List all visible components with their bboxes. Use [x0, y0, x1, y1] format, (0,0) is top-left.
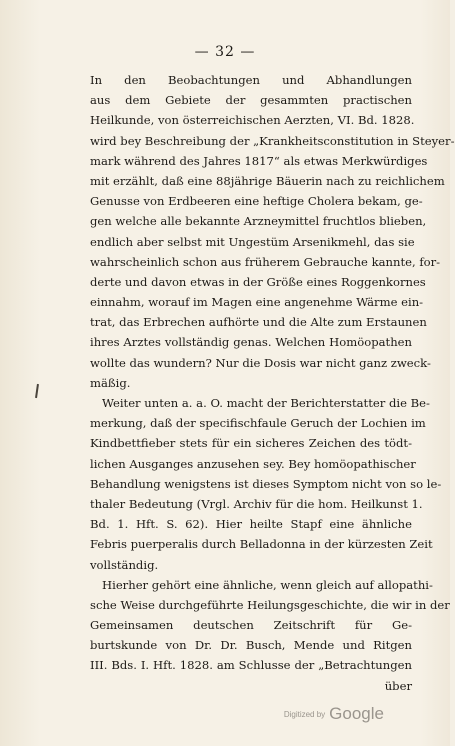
- text-line: III. Bds. I. Hft. 1828. am Schlusse der „Betrachtungen: [90, 658, 412, 673]
- text-line: thaler Bedeutung (Vrgl. Archiv für die hom. Heilkunst 1.: [90, 496, 423, 511]
- text-line: vollständig.: [90, 557, 159, 572]
- watermark-logo-text: Google: [329, 704, 384, 723]
- text-line: wahrscheinlich schon aus früherem Gebrauche kannte, for-: [90, 254, 441, 269]
- ink-mark: [35, 384, 39, 398]
- text-line: merkung, daß der specifischfaule Geruch der Lochien im: [90, 416, 426, 431]
- text-line: burtskunde von Dr. Dr. Busch, Mende und Ritgen: [90, 638, 412, 653]
- page-number: — 32 —: [194, 44, 256, 60]
- text-line: Gemeinsamen deutschen Zeitschrift für Ge-: [90, 618, 412, 633]
- text-line: Kindbettfieber stets für ein sicheres Zeichen des tödt-: [90, 436, 412, 451]
- catchword: über: [384, 678, 412, 693]
- text-line: Hierher gehört eine ähnliche, wenn gleich auf allopathi-: [102, 577, 433, 592]
- text-line: Bd. 1. Hft. S. 62). Hier heilte Stapf eine ähnliche: [90, 517, 412, 532]
- text-line: wollte das wundern? Nur die Dosis war nicht ganz zweck-: [90, 355, 431, 370]
- text-line: Febris puerperalis durch Belladonna in der kürzesten Zeit: [90, 537, 433, 552]
- text-line: mark während des Jahres 1817“ als etwas Merkwürdiges: [90, 153, 428, 168]
- text-line: wird bey Beschreibung der „Krankheitsconstitution in Steyer-: [90, 133, 455, 148]
- text-line: ihres Arztes vollständig genas. Welchen Homöopathen: [90, 335, 412, 350]
- text-line: In den Beobachtungen und Abhandlungen: [90, 73, 412, 87]
- text-line: lichen Ausganges anzusehen sey. Bey homöopathischer: [90, 456, 416, 471]
- text-line: derte und davon etwas in der Größe eines Roggenkornes: [90, 274, 426, 289]
- digitized-by-google-watermark: [284, 704, 384, 724]
- text-line: Genusse von Erdbeeren eine heftige Cholera bekam, ge-: [90, 194, 423, 209]
- text-line: aus dem Gebiete der gesammten practischen: [90, 93, 412, 108]
- text-line: endlich aber selbst mit Ungestüm Arsenikmehl, das sie: [90, 234, 415, 249]
- body-text: [90, 70, 455, 696]
- text-line: trat, das Erbrechen aufhörte und die Alte zum Erstaunen: [90, 315, 427, 330]
- text-line: mäßig.: [90, 375, 131, 390]
- watermark-small-text: Digitized by: [283, 709, 326, 719]
- text-line: Behandlung wenigstens ist dieses Symptom nicht von so le-: [90, 476, 442, 491]
- text-line: mit erzählt, daß eine 88jährige Bäuerin nach zu reichlichem: [90, 173, 445, 188]
- text-line: einnahm, worauf im Magen eine angenehme Wärme ein-: [90, 295, 424, 310]
- text-line: Weiter unten a. a. O. macht der Berichterstatter die Be-: [102, 396, 430, 410]
- text-line: sche Weise durchgeführte Heilungsgeschichte, die wir in der: [90, 597, 450, 612]
- text-line: Heilkunde, von österreichischen Aerzten, VI. Bd. 1828.: [90, 113, 415, 128]
- text-line: gen welche alle bekannte Arzneymittel fruchtlos blieben,: [90, 214, 427, 229]
